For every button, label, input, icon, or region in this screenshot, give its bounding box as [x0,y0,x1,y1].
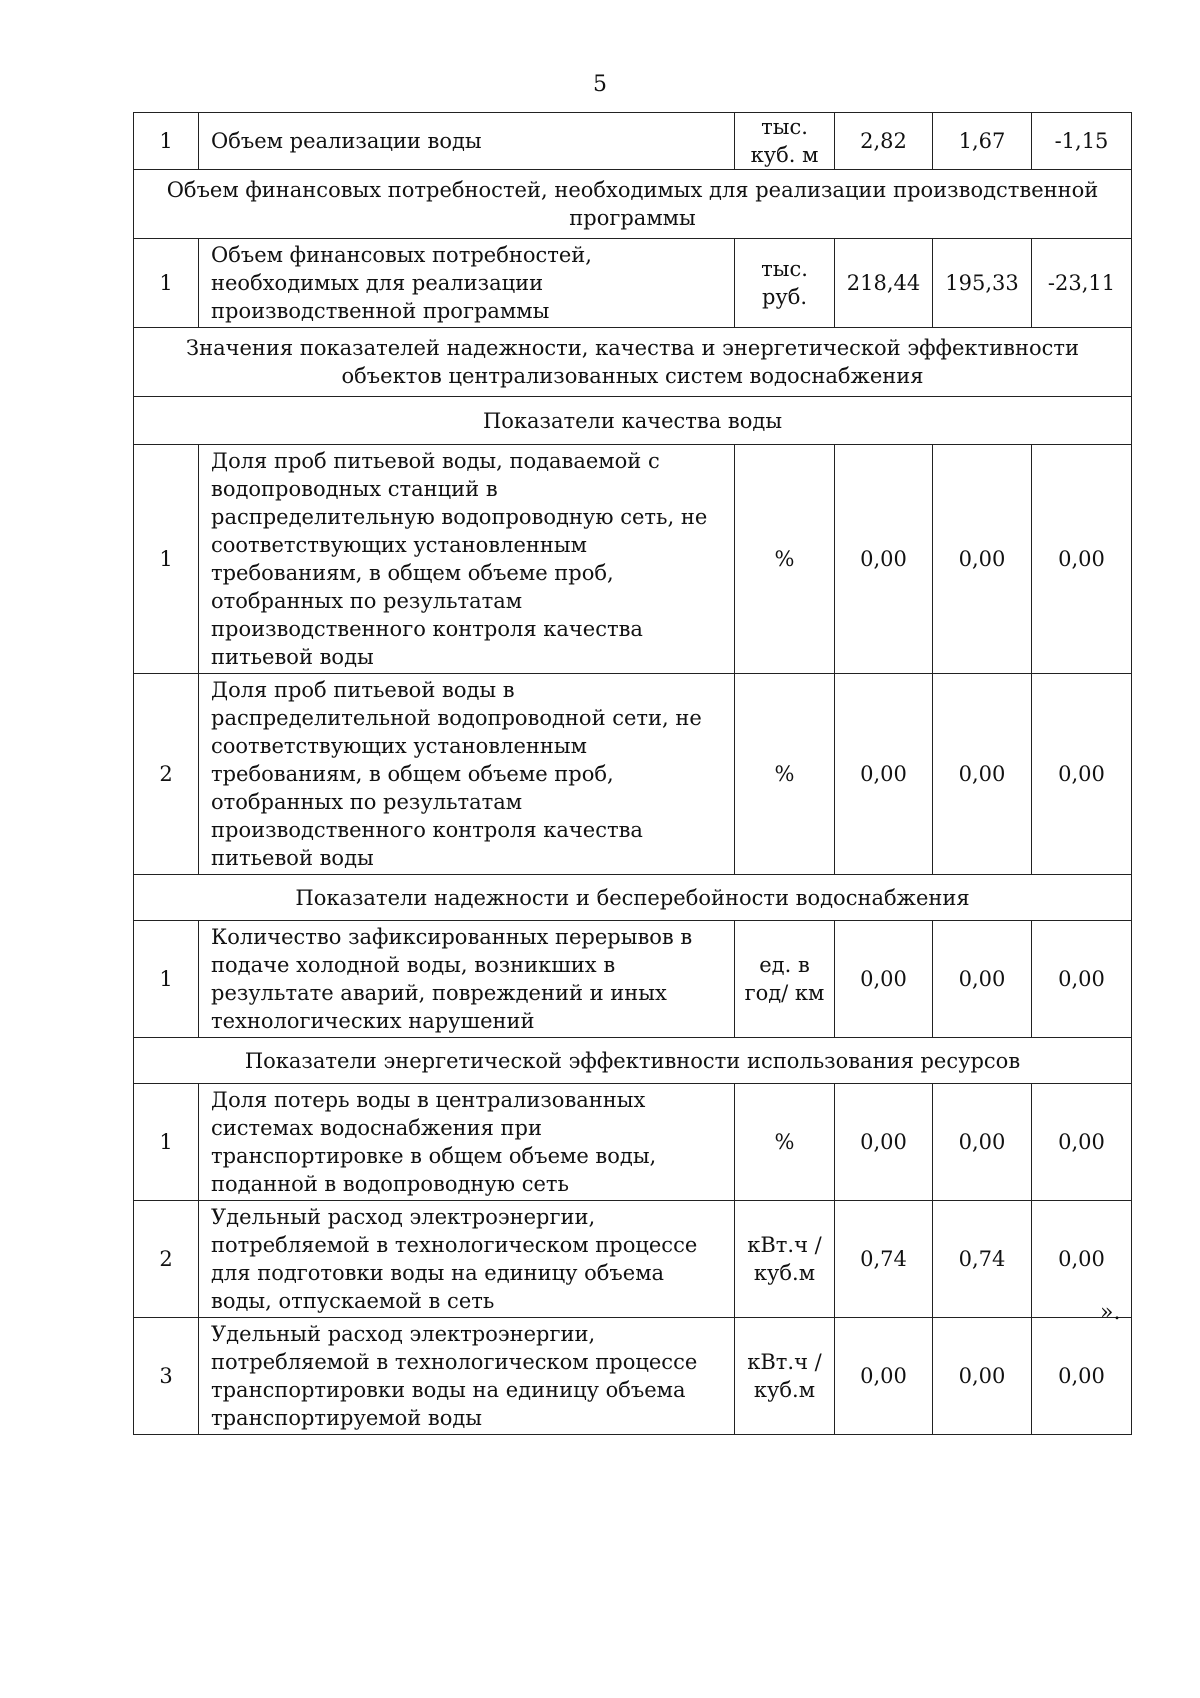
section-title: Значения показателей надежности, качества и энергетической эффективности объектов централизованных систем водоснабжения [134,328,1132,397]
page-number: 5 [593,72,607,97]
value-2: 195,33 [933,239,1032,328]
value-1: 0,00 [835,921,933,1038]
value-2: 0,00 [933,674,1032,875]
table-row [134,445,1132,674]
section-title: Объем финансовых потребностей, необходимых для реализации производственной программы [134,170,1132,239]
unit: % [735,674,835,875]
value-2: 1,67 [933,113,1032,170]
row-number: 1 [134,1084,199,1201]
table-row [134,239,1132,328]
value-2: 0,00 [933,445,1032,674]
closing-mark: ». [1100,1300,1121,1325]
indicator-name: Количество зафиксированных перерывов в подаче холодной воды, возникших в результате аварий, повреждений и иных технологических нарушений [199,921,735,1038]
table-row [134,674,1132,875]
unit: тыс. руб. [735,239,835,328]
indicator-name: Удельный расход электроэнергии, потребляемой в технологическом процессе для подготовки воды на единицу объема воды, отпускаемой в сеть [199,1201,735,1318]
table-row [134,921,1132,1038]
section-row [134,1038,1132,1084]
section-row [134,170,1132,239]
row-number: 1 [134,239,199,328]
value-2: 0,74 [933,1201,1032,1318]
indicator-name: Объем финансовых потребностей, необходимых для реализации производственной программы [199,239,735,328]
table-row [134,1318,1132,1435]
value-1: 0,00 [835,1318,933,1435]
indicator-name: Доля потерь воды в централизованных системах водоснабжения при транспортировке в общем объеме воды, поданной в водопроводную сеть [199,1084,735,1201]
value-1: 0,00 [835,445,933,674]
row-number: 1 [134,445,199,674]
value-3: 0,00 [1032,445,1132,674]
section-row [134,328,1132,397]
row-number: 2 [134,1201,199,1318]
section-title: Показатели надежности и бесперебойности водоснабжения [134,875,1132,921]
table-row [134,1201,1132,1318]
row-number: 3 [134,1318,199,1435]
section-row [134,397,1132,445]
value-1: 218,44 [835,239,933,328]
indicator-name: Доля проб питьевой воды в распределительной водопроводной сети, не соответствующих установленным требованиям, в общем объеме проб, отобранных по результатам производственного контроля качества питьевой воды [199,674,735,875]
value-1: 0,00 [835,1084,933,1201]
value-1: 0,00 [835,674,933,875]
value-2: 0,00 [933,921,1032,1038]
indicator-name: Доля проб питьевой воды, подаваемой с водопроводных станций в распределительную водопроводную сеть, не соответствующих установленным требованиям, в общем объеме проб, отобранных по результатам производственного контроля качества питьевой воды [199,445,735,674]
unit: кВт.ч / куб.м [735,1201,835,1318]
indicator-name: Объем реализации воды [199,113,735,170]
indicators-table [133,112,1132,1435]
indicator-name: Удельный расход электроэнергии, потребляемой в технологическом процессе транспортировки воды на единицу объема транспортируемой воды [199,1318,735,1435]
table-row [134,113,1132,170]
row-number: 2 [134,674,199,875]
unit: кВт.ч / куб.м [735,1318,835,1435]
unit: % [735,1084,835,1201]
value-3: -1,15 [1032,113,1132,170]
table-row [134,1084,1132,1201]
value-1: 2,82 [835,113,933,170]
value-2: 0,00 [933,1084,1032,1201]
value-2: 0,00 [933,1318,1032,1435]
unit: тыс. куб. м [735,113,835,170]
section-title: Показатели качества воды [134,397,1132,445]
value-3: 0,00 [1032,1318,1132,1435]
section-title: Показатели энергетической эффективности использования ресурсов [134,1038,1132,1084]
unit: ед. в год/ км [735,921,835,1038]
value-3: 0,00 [1032,921,1132,1038]
value-3: 0,00 [1032,674,1132,875]
value-3: 0,00 [1032,1084,1132,1201]
value-3: 0,00 [1032,1201,1132,1318]
row-number: 1 [134,113,199,170]
value-1: 0,74 [835,1201,933,1318]
section-row [134,875,1132,921]
value-3: -23,11 [1032,239,1132,328]
unit: % [735,445,835,674]
row-number: 1 [134,921,199,1038]
